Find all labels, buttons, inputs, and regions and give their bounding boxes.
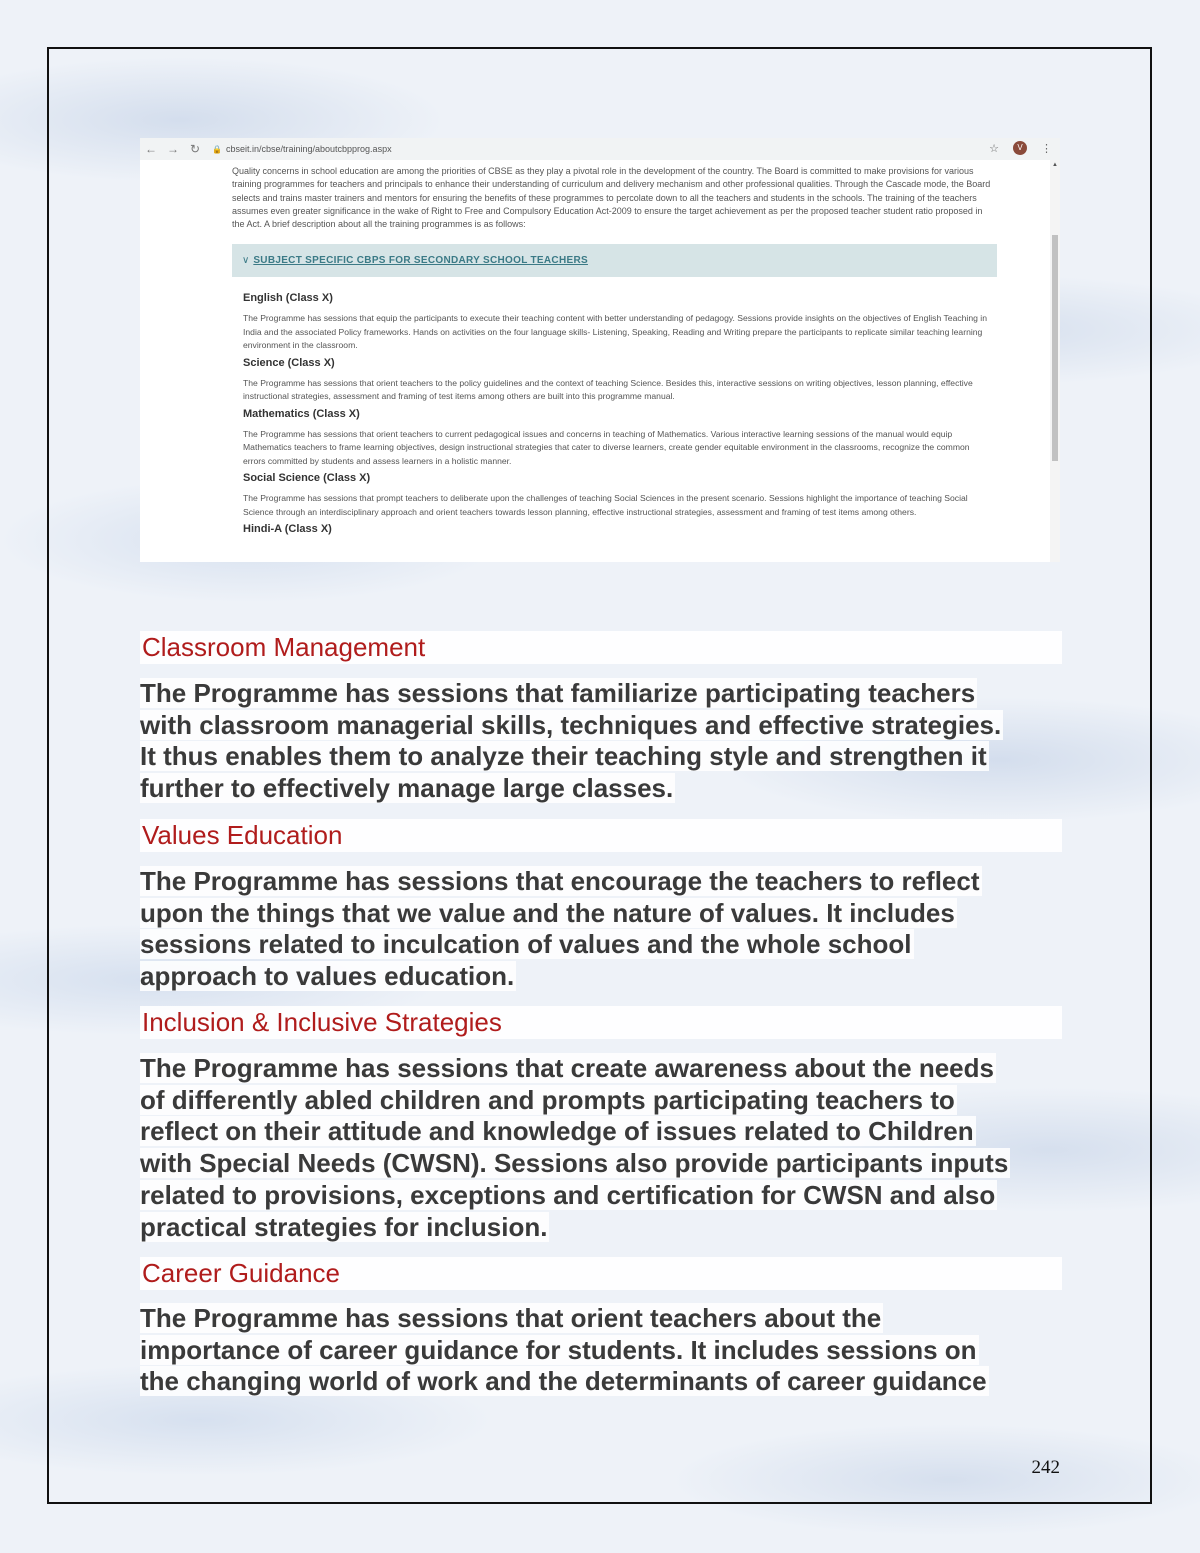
page-number: 242	[1031, 1457, 1060, 1478]
body-line: with classroom managerial skills, techniques and effective strategies.	[140, 709, 1002, 740]
body-line: importance of career guidance for students. It includes sessions on	[140, 1334, 977, 1365]
scroll-thumb[interactable]	[1052, 235, 1058, 461]
accordion-header[interactable]	[232, 244, 997, 277]
course-description: The Programme has sessions that orient teachers to the policy guidelines and the context of teaching Science. Besides this, interactive sessions on writing objectives, lesson planning, effective instructional strategies, assessment and framing of test items among others are built into this programme manual.	[243, 377, 973, 401]
body-line: upon the things that we value and the nature of values. It includes	[140, 897, 955, 928]
body-line: The Programme has sessions that encourage the teachers to reflect	[140, 866, 980, 896]
scroll-up-arrow-icon[interactable]: ▲	[1052, 162, 1058, 168]
course-title: Science (Class X)	[243, 356, 335, 369]
body-line: The Programme has sessions that create awareness about the needs	[140, 1053, 994, 1083]
body-line: It thus enables them to analyze their teaching style and strengthen it	[140, 741, 987, 772]
section-heading-values-education: Values Education	[140, 819, 1062, 852]
body-line: sessions related to inculcation of values and the whole school	[140, 929, 912, 960]
body-line: further to effectively manage large classes.	[140, 773, 674, 804]
section-body-values-education	[140, 866, 1070, 993]
browser-toolbar	[140, 138, 1060, 160]
course-description: The Programme has sessions that equip the participants to execute their teaching content with better understanding of pedagogy. Sessions provide insights on the objectives of English Teaching in India and the associated Policy frameworks. Hands on activities on the four language skills- Listening, Speaking, Reading and Writing prepare the participants to replicate similar teaching learning environment in the classroom.	[243, 313, 987, 350]
chevron-down-icon: ∨	[242, 255, 250, 266]
website-screenshot	[140, 138, 1060, 562]
avatar[interactable]: V	[1013, 141, 1027, 155]
body-line: approach to values education.	[140, 961, 515, 992]
body-line: the changing world of work and the determinants of career guidance	[140, 1366, 987, 1397]
course-item-social-science	[243, 472, 988, 519]
accordion-label[interactable]: SUBJECT SPECIFIC CBPS FOR SECONDARY SCHOOL TEACHERS	[253, 255, 588, 266]
course-title: Hindi-A (Class X)	[243, 523, 332, 535]
course-item-science	[243, 357, 988, 404]
section-heading-inclusion: Inclusion & Inclusive Strategies	[140, 1006, 1062, 1039]
course-item-mathematics	[243, 408, 988, 469]
scrollbar[interactable]	[1050, 160, 1060, 562]
body-line: The Programme has sessions that familiarize participating teachers	[140, 678, 976, 708]
body-line: of differently abled children and prompts participating teachers to	[140, 1084, 955, 1115]
section-body-inclusion	[140, 1053, 1070, 1243]
body-line: The Programme has sessions that orient teachers about the	[140, 1303, 882, 1333]
body-line: with Special Needs (CWSN). Sessions also provide participants inputs	[140, 1148, 1009, 1179]
forward-arrow-icon[interactable]: →	[167, 142, 179, 156]
kebab-menu-icon[interactable]: ⋮	[1041, 142, 1052, 155]
section-heading-career-guidance: Career Guidance	[140, 1257, 1062, 1290]
course-title: Social Science (Class X)	[243, 472, 371, 484]
back-arrow-icon[interactable]: ←	[145, 142, 157, 156]
section-heading-classroom-management: Classroom Management	[140, 631, 1062, 664]
course-description: The Programme has sessions that orient teachers to current pedagogical issues and concerns in teaching of Mathematics. Various interactive learning sessions of the manual would equip Mathematics teachers to frame learning objectives, design instructional strategies that cater to diverse learners, create gender equitable environment in the classrooms, recognize the common errors committed by students and assess learners in a holistic manner.	[243, 428, 970, 466]
reload-icon[interactable]: ↻	[189, 142, 201, 156]
star-icon[interactable]: ☆	[989, 142, 999, 155]
course-title: English (Class X)	[243, 292, 333, 304]
course-title: Mathematics (Class X)	[243, 407, 360, 420]
section-body-classroom-management	[140, 678, 1070, 805]
course-description: The Programme has sessions that prompt teachers to deliberate upon the challenges of teaching Social Sciences in the present scenario. Sessions highlight the importance of teaching Social Science through an interdisciplinary approach and orient teachers towards lesson planning, effective instructional strategies, assessment and framing of test items among others.	[243, 493, 968, 517]
url-text: cbseit.in/cbse/training/aboutcbpprog.aspx	[225, 144, 392, 154]
body-line: related to provisions, exceptions and certification for CWSN and also	[140, 1179, 996, 1210]
body-line: practical strategies for inclusion.	[140, 1211, 548, 1242]
course-item-english	[243, 292, 988, 353]
body-line: reflect on their attitude and knowledge of issues related to Children	[140, 1116, 974, 1147]
lock-icon: 🔒	[212, 145, 222, 154]
course-item-hindi	[243, 523, 988, 535]
intro-paragraph: Quality concerns in school education are among the priorities of CBSE as they play a pivotal role in the development of the country. The Board is committed to make provisions for various training programmes for teachers and principals to enhance their understanding of curriculum and delivery mechanism and other professional qualities. Through the Cascade mode, the Board selects and trains master trainers and mentors for ensuring the benefits of these programmes to percolate down to all the teachers and students in the schools. The training of the teachers assumes even greater significance in the wake of Right to Free and Compulsory Education Act-2009 to ensure the target achievement as per the proposed teacher student ratio proposed in the Act. A brief description about all the training programmes is as follows:	[232, 166, 991, 230]
course-list	[243, 292, 988, 543]
section-body-career-guidance	[140, 1303, 1070, 1398]
address-bar[interactable]	[212, 144, 392, 154]
